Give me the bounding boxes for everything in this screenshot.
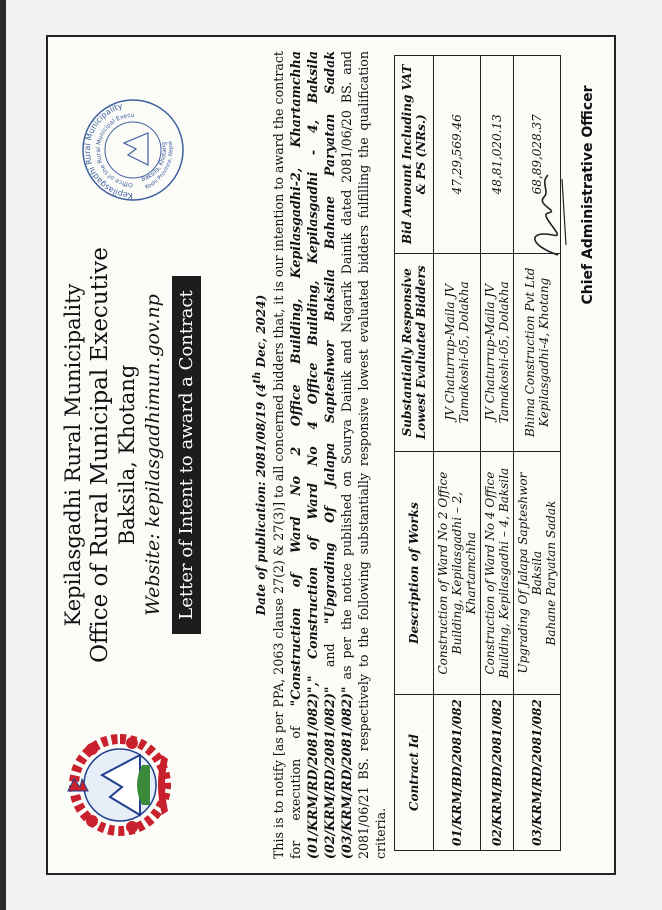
seal-place-text: Baksila, Khotang <box>140 141 169 183</box>
bid-amount: 47,29,569.46 <box>434 56 481 254</box>
header-amount-line2: & PS (NRs.) <box>414 114 428 195</box>
work-description <box>514 452 561 695</box>
bidder-name <box>434 253 481 451</box>
scan-edge <box>0 0 6 910</box>
header-amount-line1: Bid Amount Including VAT <box>400 64 414 245</box>
header-bidder-line1: Substantially Responsive <box>400 268 414 437</box>
publication-date <box>252 45 268 865</box>
letter-sheet <box>46 35 616 875</box>
contract-id: 03/KRM/RD/2081/082 <box>514 695 561 851</box>
notice-works-2: "Upgrading Of Jalapa Sapteshwor Baksila Bahane Paryatan Sadak (03/KRM/RD/2081/082)" <box>322 50 354 859</box>
work-description-line1: Construction of Ward No 4 Office <box>483 471 497 675</box>
seal-inner-text: Office of the Rural Municipal Execu <box>94 111 135 189</box>
header-bidder <box>395 253 434 451</box>
notice-closing: as per the notice published on Sourya Dainik and Nagarik Dainik dated 2081/06/20 BS. and 2081/06/21 BS. respectively to the following substantially responsive lowest evaluated bidders fulfilling the qualification criteria. <box>339 51 388 859</box>
work-description-line1: Construction of Ward No 2 Office <box>436 471 450 675</box>
bidder-name-line2: Tamakoshi-05, Dolakha <box>497 281 511 424</box>
rotated-page <box>46 35 616 875</box>
office-seal-icon <box>78 95 188 205</box>
seal-outer-text: Kepilasgadhi Rural Municipality <box>82 101 134 201</box>
municipality-name: Kepilasgadhi Rural Municipality <box>61 283 85 627</box>
title-banner: Letter of Intent to award a Contract <box>172 276 201 633</box>
notice-paragraph <box>270 51 389 859</box>
contract-id: 02/KRM/BD/2081/082 <box>481 695 514 851</box>
header-bidder-line2: Lowest Evaluated Bidders <box>414 265 428 440</box>
website-line: Website: kepilasgadhimun.gov.np <box>142 294 164 616</box>
office-address: Baksila, Khotang <box>115 364 139 546</box>
bidder-name <box>481 253 514 451</box>
header-contract-id: Contract Id <box>395 695 434 851</box>
work-description-line2: Bahane Paryatan Sadak <box>544 500 558 646</box>
work-description-line2: Building, Kepilasgadhi – 4, Baksila <box>497 467 511 679</box>
publication-date-sup: th <box>252 371 263 384</box>
bid-amount: 48,81,020.13 <box>481 56 514 254</box>
bidder-name-line1: JV Chaturrup-Maila JV <box>483 284 497 421</box>
contract-id: 01/KRM/BD/2081/082 <box>434 695 481 851</box>
bid-amount: 68,89,028.37 <box>514 56 561 254</box>
notice-works-1: "Construction of Ward No 2 Office Building, Kepilasgadhi-2, Khartamchha (01/KRM/RD/2081/082)"," Construction of Ward No 4 Office Building, Kepilasgadhi - 4, Baksila (02/KRM/RD/2081/082)" <box>288 51 337 859</box>
signatory-title: Chief Administrative Officer <box>580 85 596 305</box>
work-description-line2: Building, Kepilasgadhi – 2, Khartamchha <box>450 491 478 655</box>
letter-content <box>54 45 608 865</box>
work-description-line1: Upgrading Of Jalapa Sapteshwor Baksila <box>516 472 544 674</box>
notice-intro: This is to notify [as per PPA, 2063 clause 27(2) & 27(3)] to all concerned bidders that, it is our intention to award the contract for execution of <box>271 51 303 859</box>
bidder-name-line1: JV Chaturrup-Maila JV <box>443 284 457 421</box>
header-amount <box>395 56 434 254</box>
table-row <box>481 56 514 851</box>
signature-icon <box>518 155 578 275</box>
bidder-name-line2: Kepilasgadhi-4, Khotang <box>537 277 551 427</box>
office-name: Office of Rural Municipal Executive <box>87 247 113 663</box>
notice-and: and <box>322 624 337 687</box>
table-header-row <box>395 56 434 851</box>
work-description <box>481 452 514 695</box>
publication-date-rest: Dec, 2024) <box>254 294 268 372</box>
bidder-name-line2: Tamakoshi-05, Dolakha <box>457 281 471 424</box>
bidder-name <box>514 253 561 451</box>
work-description <box>434 452 481 695</box>
table-row <box>434 56 481 851</box>
bidder-name-line1: Bhima Construction Pvt Ltd <box>523 267 537 438</box>
seal-province-text: Koshi Province, Nepal <box>144 140 175 191</box>
header-description: Description of Works <box>395 452 434 695</box>
publication-date-label: Date of publication: 2081/08/19 (4 <box>254 383 268 616</box>
